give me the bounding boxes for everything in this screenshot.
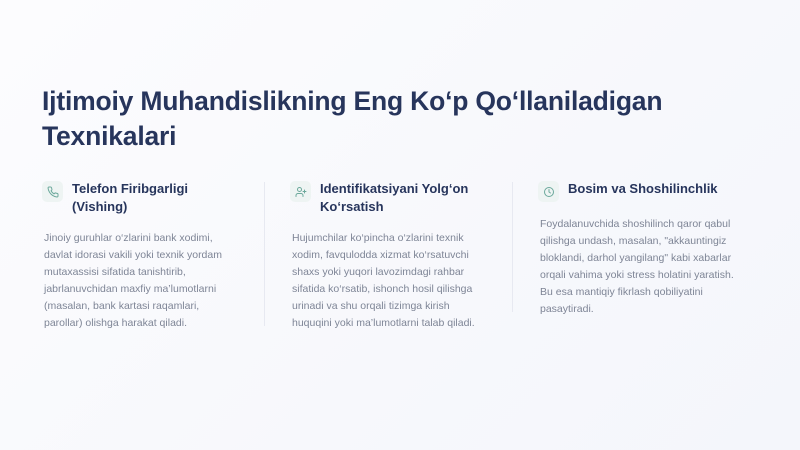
page-title: Ijtimoiy Muhandislikning Eng Ko‘p Qo‘llaniladigan Texnikalari — [42, 86, 663, 152]
column-header — [290, 180, 486, 215]
column-title: Telefon Firibgarligi (Vishing) — [72, 181, 189, 215]
clock-alert-icon — [538, 181, 559, 202]
column-title: Identifikatsiyani Yolg‘on Ko‘rsatish — [320, 181, 469, 215]
column-item — [42, 180, 264, 331]
column-item — [512, 180, 760, 318]
columns-container — [42, 180, 760, 331]
phone-icon — [42, 181, 63, 202]
column-title: Bosim va Shoshilinchlik — [568, 181, 718, 197]
column-header — [42, 180, 238, 215]
user-badge-icon — [290, 181, 311, 202]
column-item — [264, 180, 512, 331]
column-header — [538, 180, 734, 202]
column-body: Hujumchilar ko‘pincha o‘zlarini texnik xodim, favqulodda xizmat ko‘rsatuvchi shaxs yoki yuqori lavozimdagi rahbar sifatida ko‘rsatib, ishonch hosil qilishga urinadi va shu orqali tizimga kirish huquqini yoki ma’lumotlarni talab qiladi. — [292, 231, 475, 329]
column-body: Jinoiy guruhlar o‘zlarini bank xodimi, davlat idorasi vakili yoki texnik yordam mutaxassisi sifatida tanishtirib, jabrlanuvchidan maxfiy ma’lumotlarni (masalan, bank kartasi raqamlari, parollar) olishga harakat qiladi. — [44, 231, 222, 329]
column-body: Foydalanuvchida shoshilinch qaror qabul qilishga undash, masalan, "akkauntingiz bloklandi, darhol yangilang" kabi xabarlar orqali vahima yoki stress holatini yaratish. Bu esa mantiqiy fikrlash qobiliyatini pasaytiradi. — [540, 218, 734, 316]
